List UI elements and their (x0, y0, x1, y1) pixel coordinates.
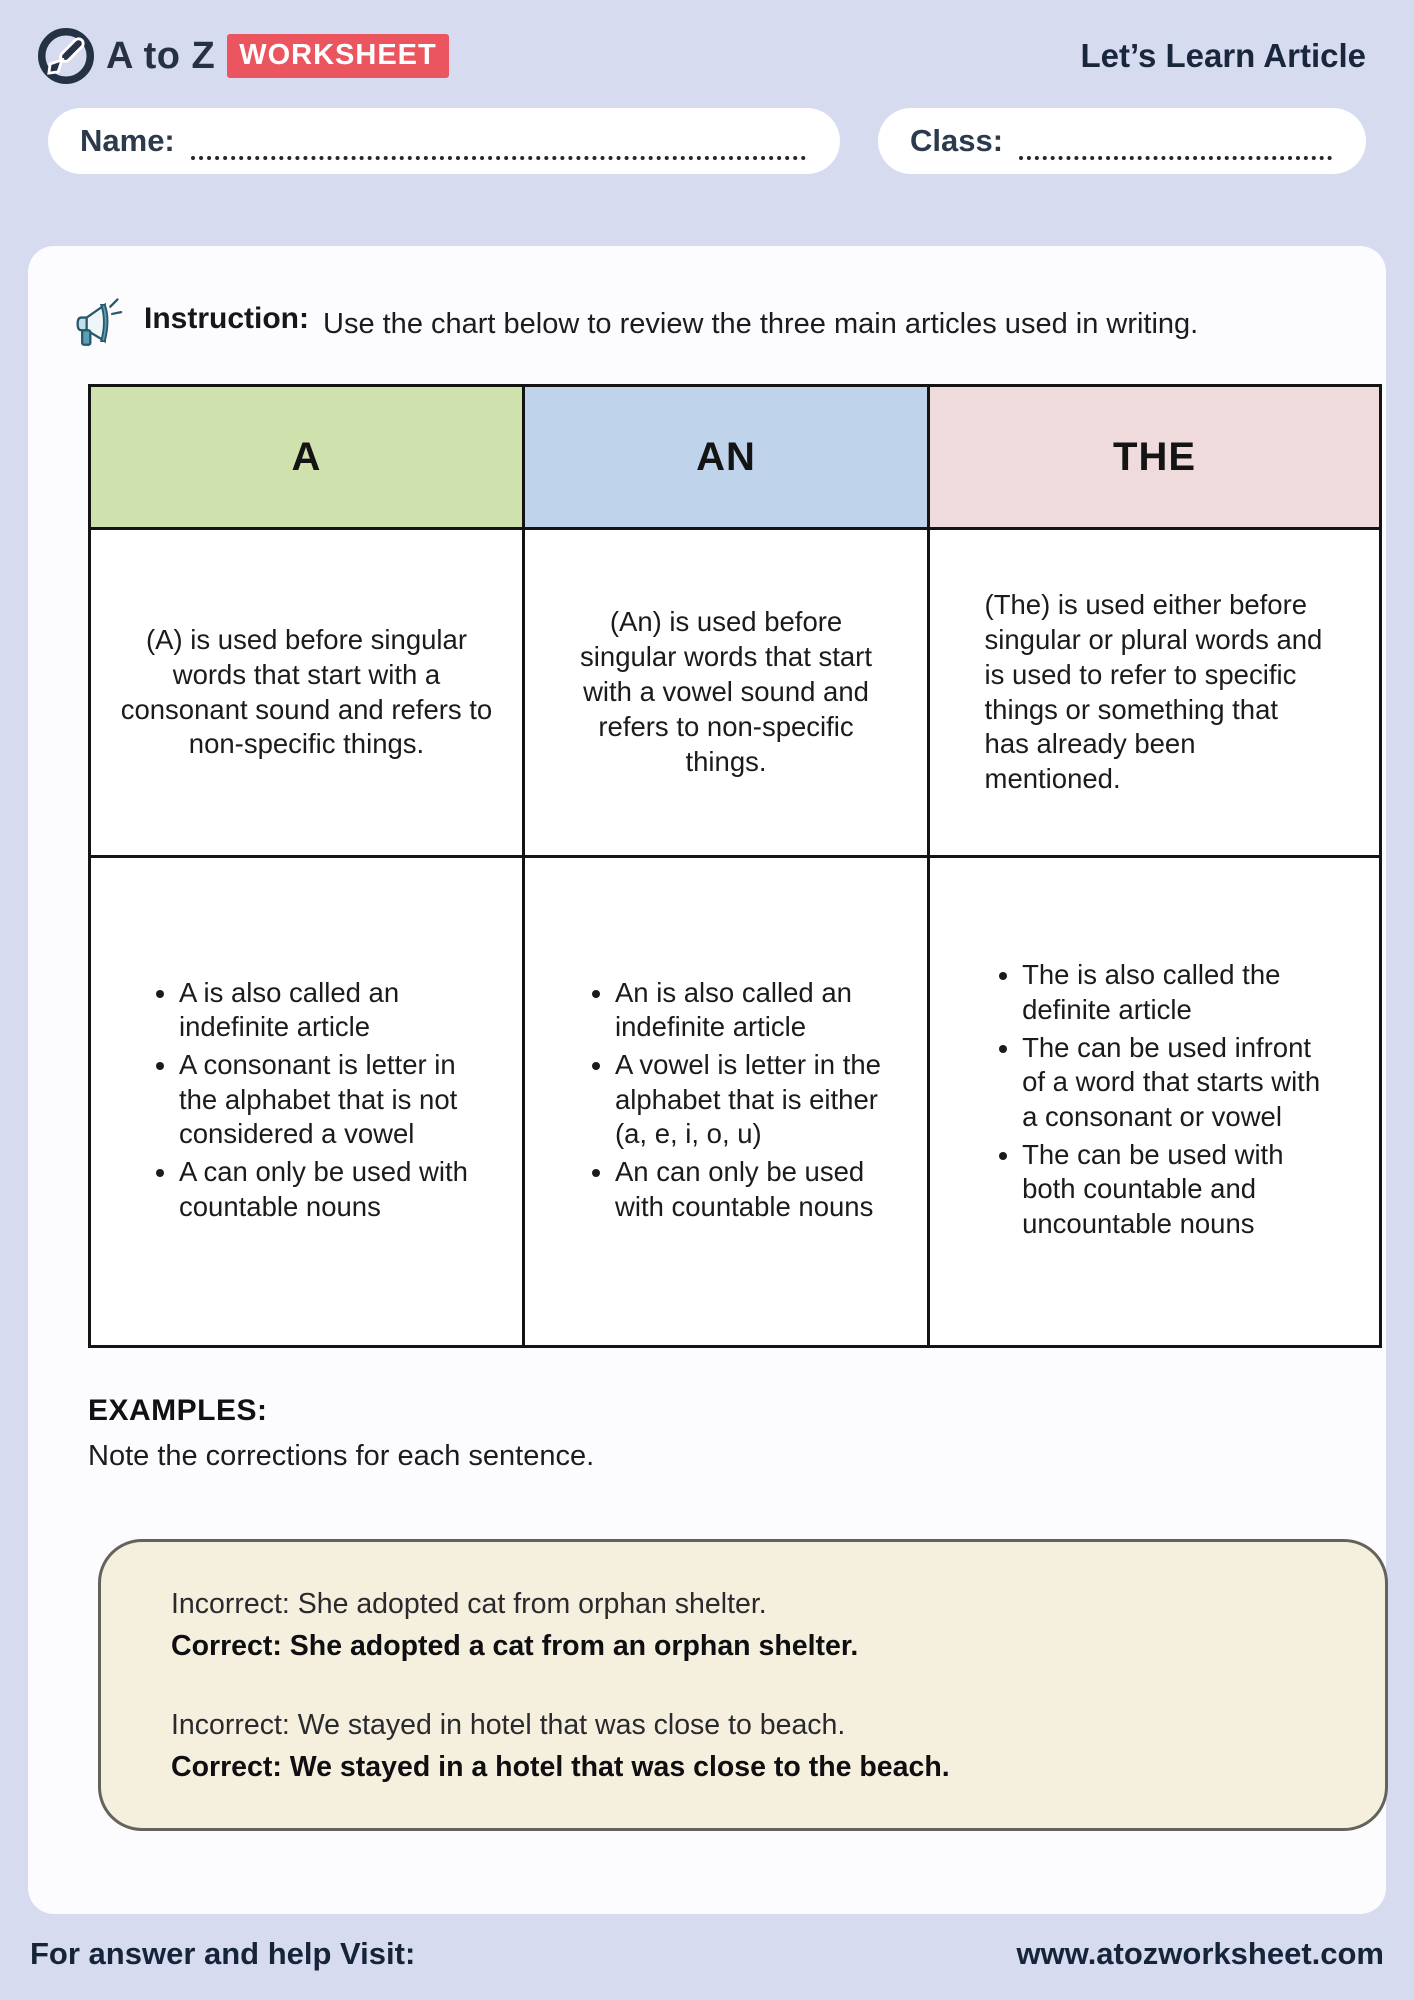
logo-badge: WORKSHEET (227, 34, 449, 78)
instruction-row (60, 292, 1354, 352)
name-field (48, 108, 840, 174)
bullets-cell-a (91, 855, 525, 1345)
example-incorrect-2: Incorrect: We stayed in hotel that was close to beach. (171, 1709, 846, 1742)
fields-row (0, 86, 1414, 174)
description-cell-the (930, 527, 1379, 855)
bullet-list-an (615, 976, 905, 1227)
footer-website-link[interactable]: www.atozworksheet.com (1016, 1936, 1384, 1971)
table-header-an: AN (525, 387, 930, 527)
bullet-item: • The can be used with both countable and uncountable nouns (1022, 1138, 1338, 1242)
name-label: Name: (80, 123, 175, 158)
table-header-a: A (91, 387, 525, 527)
bullet-item: • A consonant is letter in the alphabet that is not considered a vowel (179, 1048, 501, 1152)
example-incorrect-1: Incorrect: She adopted cat from orphan shelter. (171, 1588, 767, 1620)
bullet-item: • The can be used infront of a word that starts with a consonant or vowel (1022, 1031, 1338, 1135)
article-table (88, 384, 1382, 1348)
megaphone-icon (74, 294, 132, 352)
bullet-list-a (179, 976, 501, 1227)
examples-heading: EXAMPLES: (88, 1394, 268, 1427)
footer-help-text: For answer and help Visit: (30, 1936, 416, 1971)
class-field (878, 108, 1366, 174)
instruction-label: Instruction: (144, 302, 309, 335)
bullet-item: • A vowel is letter in the alphabet that is either (a, e, i, o, u) (615, 1048, 905, 1152)
footer (0, 1936, 1414, 1972)
examples-subheading: Note the corrections for each sentence. (88, 1440, 595, 1472)
class-input-line[interactable] (1019, 122, 1332, 160)
class-label: Class: (910, 123, 1004, 158)
bullet-item: • An can only be used with countable nouns (615, 1155, 905, 1224)
bullet-item: • A is also called an indefinite article (179, 976, 501, 1045)
logo-text: A to Z (106, 34, 216, 77)
bullets-cell-the (930, 855, 1379, 1345)
instruction-text: Use the chart below to review the three main articles used in writing. (323, 308, 1199, 340)
description-text-the: (The) is used either before singular or plural words and is used to refer to specific things or something that has already been mentioned. (984, 588, 1323, 795)
description-text-an: (An) is used before singular words that start with a vowel sound and refers to non-specific things. (580, 606, 872, 777)
page-title: Let’s Learn Article (1080, 37, 1366, 74)
bullet-item: • An is also called an indefinite article (615, 976, 905, 1045)
pen-circle-icon (38, 28, 94, 84)
bullets-cell-an (525, 855, 930, 1345)
example-pair-2 (171, 1707, 1345, 1786)
table-header-the: THE (930, 387, 1379, 527)
examples-box (98, 1539, 1388, 1831)
description-cell-a (91, 527, 525, 855)
brand-logo (38, 28, 449, 84)
content-panel (28, 246, 1386, 1914)
description-text-a: (A) is used before singular words that start with a consonant sound and refers to non-specific things. (120, 623, 493, 760)
name-input-line[interactable] (191, 122, 806, 160)
bullet-list-the (1022, 958, 1338, 1244)
top-bar (0, 0, 1414, 86)
description-cell-an (525, 527, 930, 855)
example-pair-1 (171, 1586, 1345, 1665)
bullet-item: • The is also called the definite article (1022, 958, 1338, 1027)
example-correct-1: Correct: She adopted a cat from an orphan shelter. (171, 1629, 859, 1662)
bullet-item: • A can only be used with countable nouns (179, 1155, 501, 1224)
example-correct-2: Correct: We stayed in a hotel that was close to the beach. (171, 1750, 950, 1783)
